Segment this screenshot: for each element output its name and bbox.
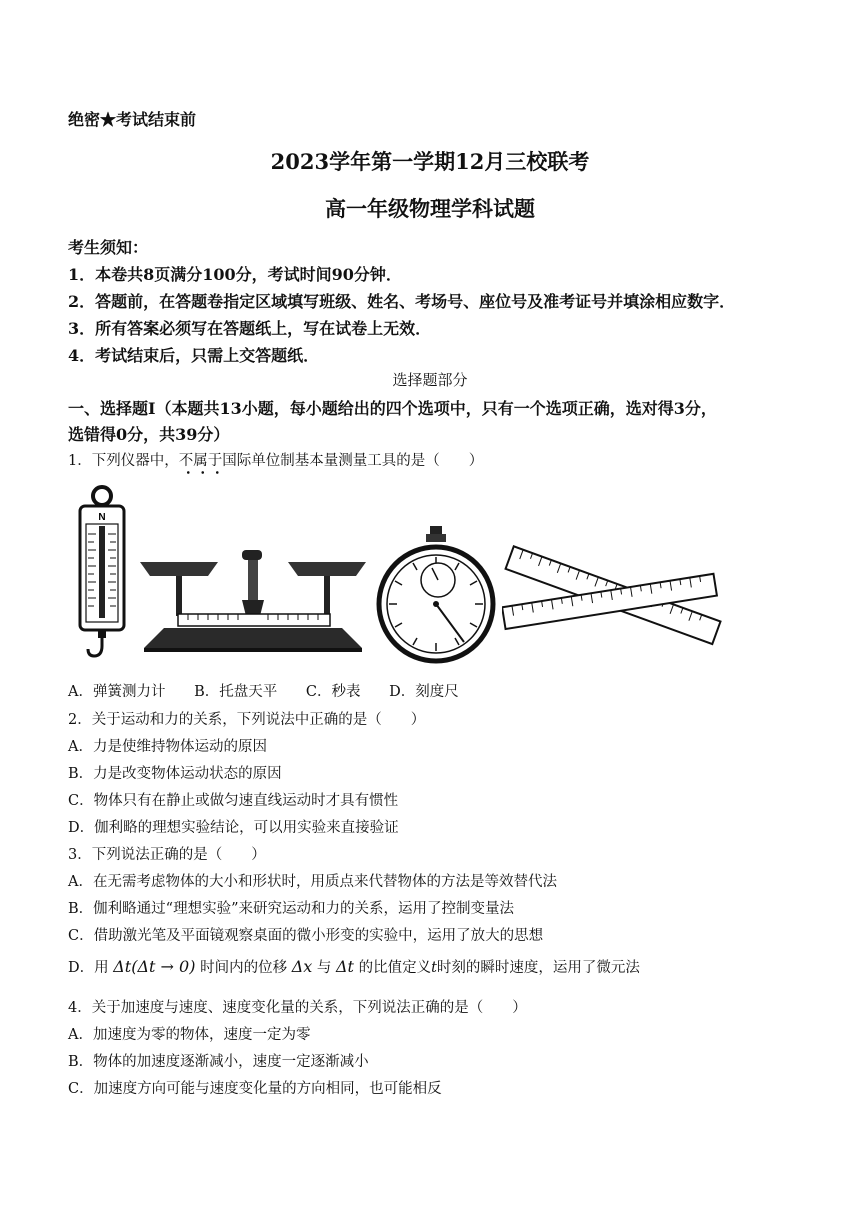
q2-option-a[interactable]: A．力是使维持物体运动的原因 <box>68 739 267 755</box>
question-2-stem: 2．关于运动和力的关系，下列说法中正确的是（ ） <box>68 712 426 728</box>
q1-option-b[interactable]: B．托盘天平 <box>194 684 278 700</box>
stopwatch-icon <box>376 524 496 664</box>
q3-d-text4: 时刻的瞬时速度，运用了微元法 <box>436 960 640 976</box>
question-3-stem: 3．下列说法正确的是（ ） <box>68 847 266 863</box>
notice-item: 4．考试结束后，只需上交答题纸． <box>68 346 320 365</box>
exam-title: 2023学年第一学期12月三校联考 <box>270 149 590 174</box>
spring-scale-icon <box>72 484 132 664</box>
q3-d-dx: Δx <box>291 957 313 976</box>
question-1-stem <box>68 449 483 470</box>
balance-scale-icon <box>138 548 368 654</box>
q1-emphasis: 不属于 <box>178 453 223 469</box>
q3-option-b[interactable]: B．伽利略通过“理想实验”来研究运动和力的关系，运用了控制变量法 <box>68 901 514 917</box>
q4-option-b[interactable]: B．物体的加速度逐渐减小，速度一定逐渐减小 <box>68 1054 369 1070</box>
q3-d-text2: 与 <box>316 960 332 976</box>
notice-item: 1．本卷共8页满分100分，考试时间90分钟． <box>68 265 402 284</box>
q3-d-prefix: D．用 <box>68 960 109 976</box>
section-title: 选择题部分 <box>392 371 468 389</box>
q3-d-t: t <box>431 960 437 976</box>
q3-d-formula: Δt(Δt → 0) <box>113 957 196 976</box>
secret-mark: 绝密★考试结束前 <box>68 110 197 129</box>
q4-option-c[interactable]: C．加速度方向可能与速度变化量的方向相同，也可能相反 <box>68 1081 442 1097</box>
q3-option-a[interactable]: A．在无需考虑物体的大小和形状时，用质点来代替物体的方法是等效替代法 <box>68 874 557 890</box>
spring-scale-unit: N <box>98 512 106 523</box>
exam-subtitle: 高一年级物理学科试题 <box>325 196 535 221</box>
part1-heading: 一、选择题Ⅰ（本题共13小题，每小题给出的四个选项中，只有一个选项正确，选对得3分， <box>68 399 717 418</box>
q3-option-d[interactable] <box>68 956 640 977</box>
q3-d-text3: 的比值定义 <box>358 960 432 976</box>
part1-heading-cont: 选错得0分，共39分） <box>68 425 230 444</box>
q1-option-d[interactable]: D．刻度尺 <box>389 684 459 700</box>
q3-d-text1: 时间内的位移 <box>200 960 288 976</box>
q1-stem-pre: 1．下列仪器中， <box>68 453 179 469</box>
notice-item: 2．答题前，在答题卷指定区域填写班级、姓名、考场号、座位号及准考证号并填涂相应数字． <box>68 292 736 311</box>
notice-item: 3．所有答案必须写在答题纸上，写在试卷上无效． <box>68 319 432 338</box>
question-4-stem: 4．关于加速度与速度、速度变化量的关系，下列说法正确的是（ ） <box>68 1000 527 1016</box>
q1-option-c[interactable]: C．秒表 <box>305 684 361 700</box>
q2-option-d[interactable]: D．伽利略的理想实验结论，可以用实验来直接验证 <box>68 820 399 836</box>
q3-d-dt: Δt <box>335 957 354 976</box>
rulers-icon <box>502 538 722 658</box>
q1-option-a[interactable]: A．弹簧测力计 <box>68 684 166 700</box>
q3-option-c[interactable]: C．借助激光笔及平面镜观察桌面的微小形变的实验中，运用了放大的思想 <box>68 928 544 944</box>
notice-heading: 考生须知： <box>68 238 149 257</box>
q1-options <box>68 680 483 701</box>
q1-stem-post: 国际单位制基本量测量工具的是（ ） <box>222 453 484 469</box>
q4-option-a[interactable]: A．加速度为零的物体，速度一定为零 <box>68 1027 311 1043</box>
q2-option-b[interactable]: B．力是改变物体运动状态的原因 <box>68 766 282 782</box>
q2-option-c[interactable]: C．物体只有在静止或做匀速直线运动时才具有惯性 <box>68 793 399 809</box>
